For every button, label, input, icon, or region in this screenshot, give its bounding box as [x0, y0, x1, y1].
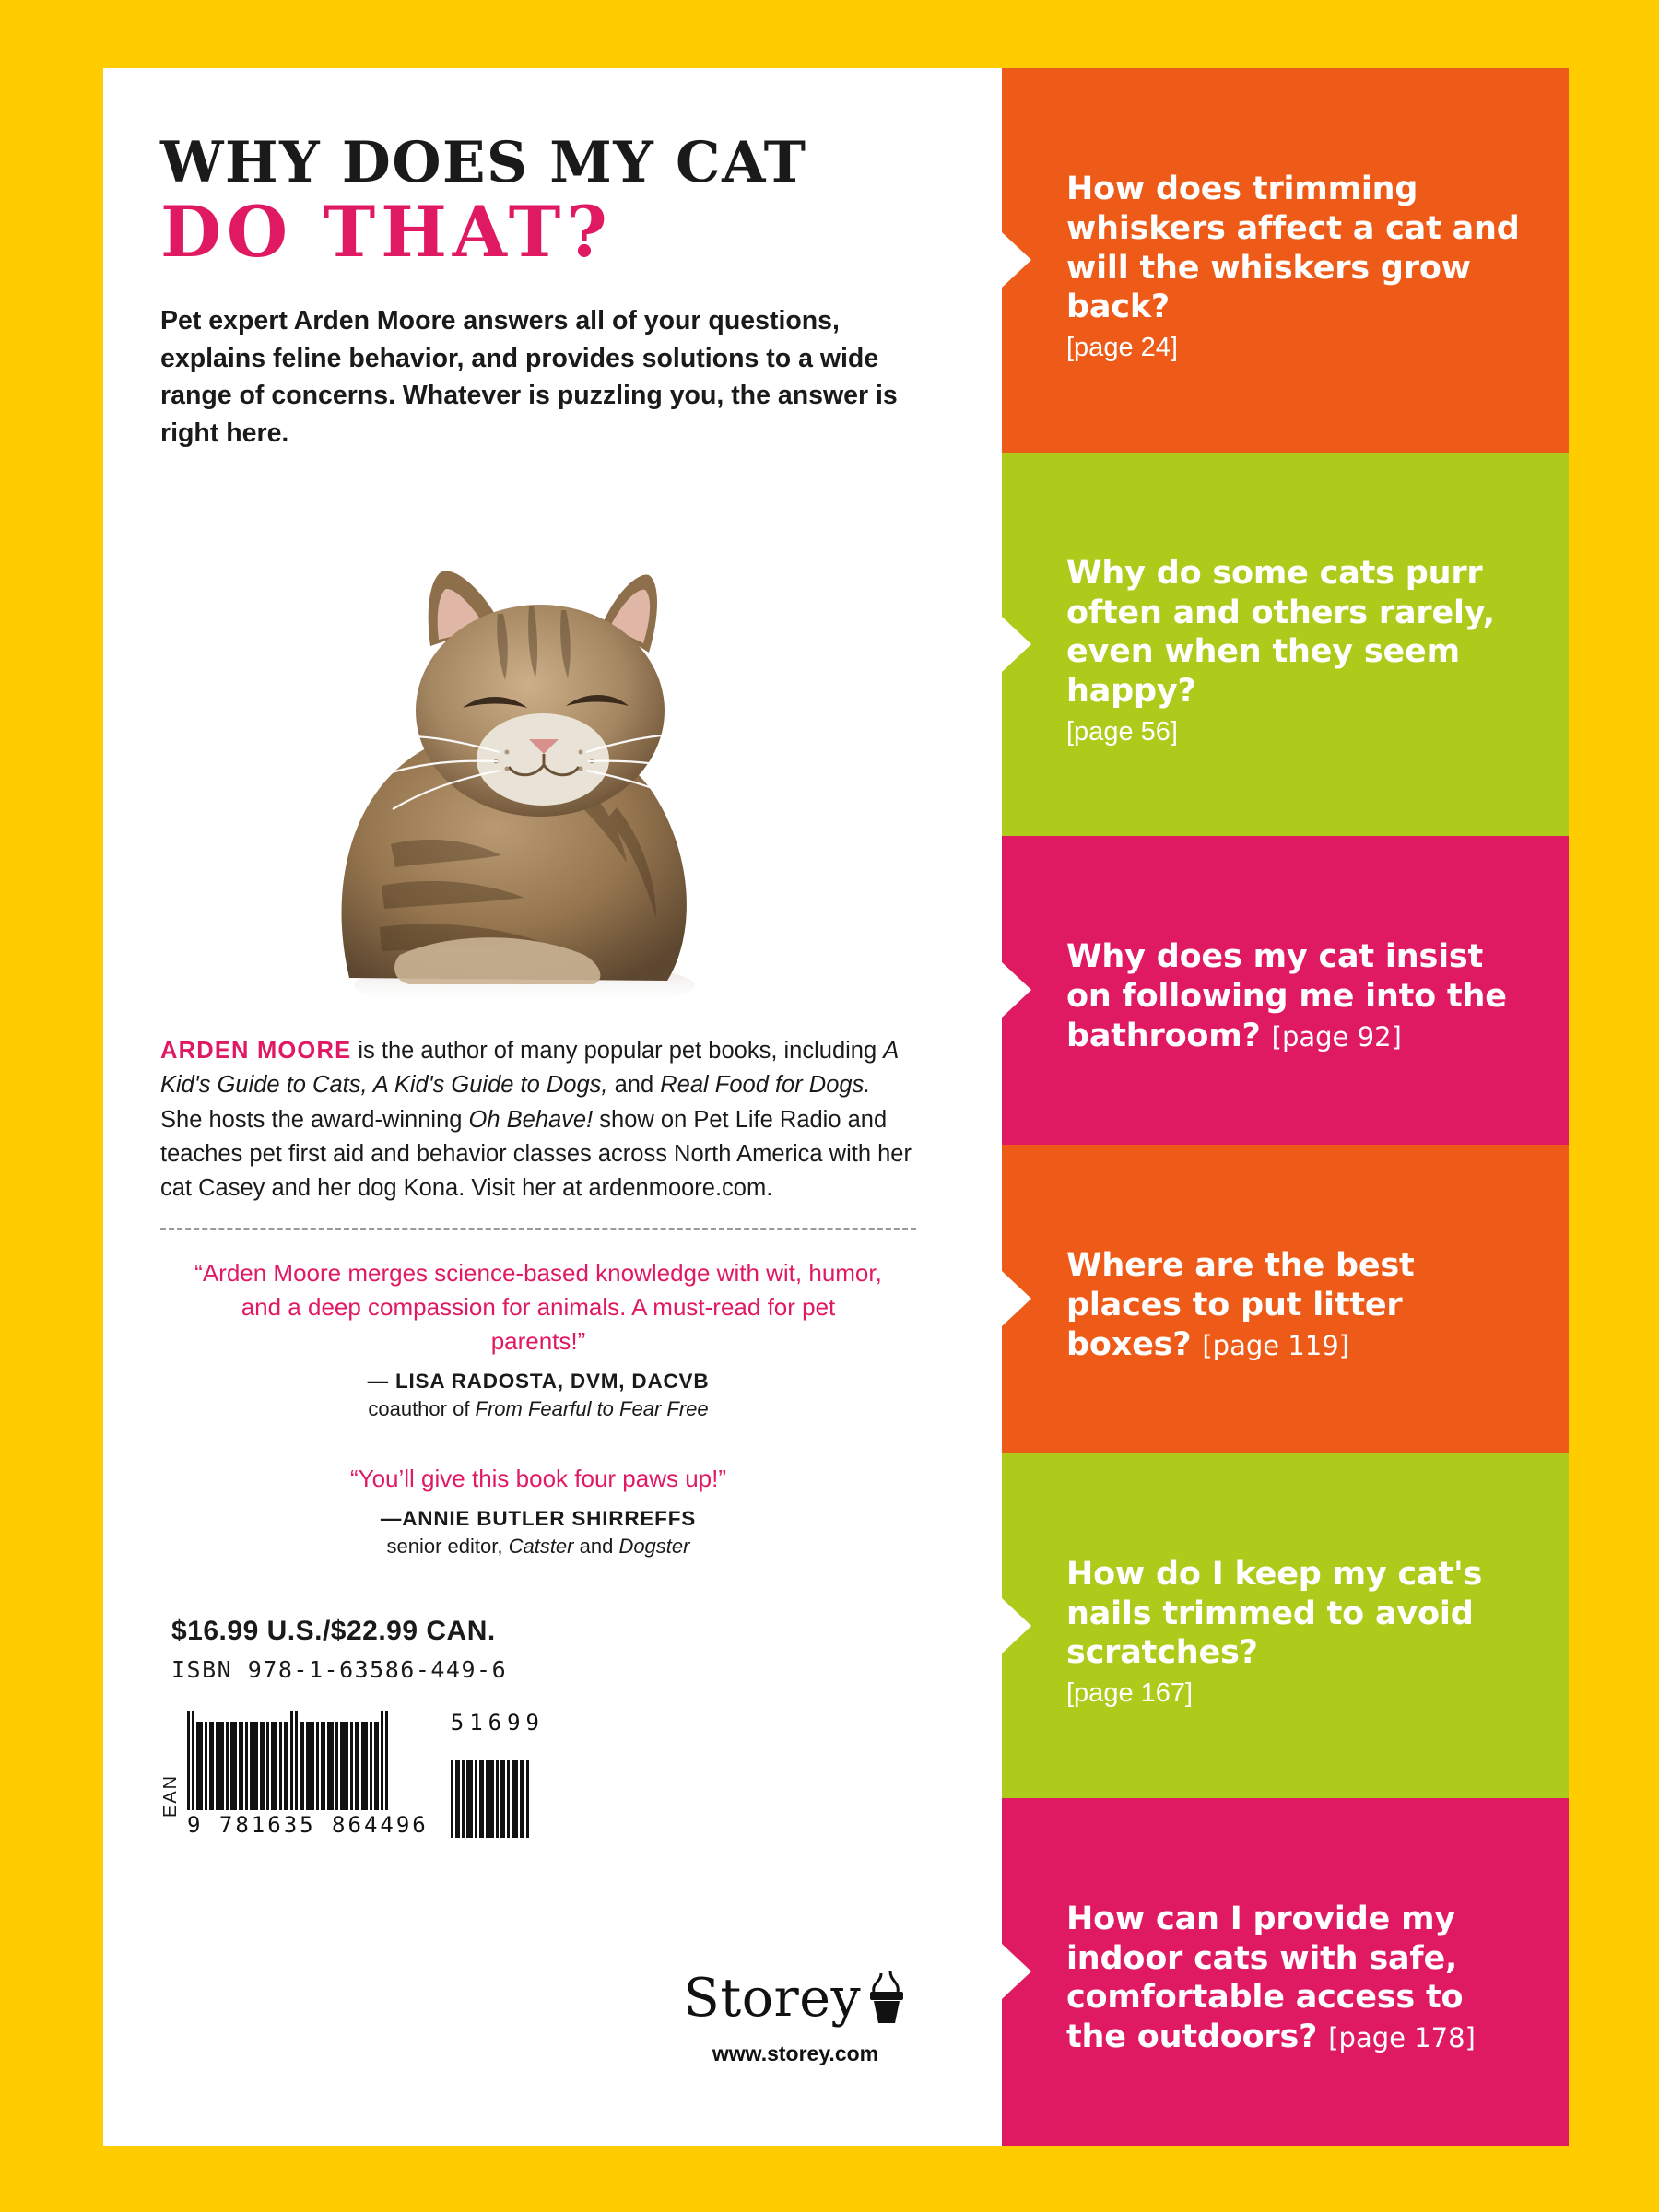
blurb-text: Pet expert Arden Moore answers all of your questions, explains feline behavior, and provides solutions to a wide range of concerns. Whatever is puzzling you, the answer is right here. [160, 306, 898, 448]
arrow-marker-2 [1002, 617, 1031, 672]
question-text-2 [1066, 554, 1532, 712]
quote-sub-italic-1: From Fearful to Fear Free [475, 1396, 709, 1420]
question-page-6: [page 178] [1328, 2021, 1476, 2053]
quote-subtitle-2 [160, 1535, 916, 1559]
question-page-4: [page 119] [1202, 1329, 1349, 1361]
question-page-5: [page 167] [1066, 1678, 1194, 1709]
quote-attribution-2: —ANNIE BUTLER SHIRREFFS [380, 1506, 697, 1530]
question-text-4 [1066, 1246, 1532, 1364]
author-bio [160, 1034, 916, 1206]
question-label-3: Why does my cat insist on following me into the bathroom? [1066, 938, 1507, 1054]
question-label-1: How does trimming whiskers affect a cat and will the whiskers grow back? [1066, 171, 1520, 326]
quote-block-2 [160, 1462, 916, 1559]
question-page-2: [page 56] [1066, 716, 1178, 747]
quote-subtitle-1 [160, 1397, 916, 1421]
cat-illustration [262, 476, 778, 1029]
bio-text-1: is the author of many popular pet books, including [351, 1038, 884, 1065]
publisher-website: www.storey.com [712, 2041, 879, 2065]
question-text-5 [1066, 1555, 1532, 1673]
arrow-marker-1 [1002, 232, 1031, 288]
question-text-3 [1066, 937, 1532, 1055]
quote-sub-italic-2b: Dogster [618, 1534, 690, 1558]
divider [160, 1228, 916, 1230]
question-panel-2[interactable] [1002, 453, 1569, 837]
question-label-6: How can I provide my indoor cats with safe, comfortable access to the outdoors? [1066, 1900, 1464, 2055]
barcode-bars [187, 1711, 429, 1810]
questions-column [1002, 68, 1569, 2146]
question-label-2: Why do some cats purr often and others rarely, even when they seem happy? [1066, 554, 1495, 710]
arrow-marker-5 [1002, 1598, 1031, 1653]
question-text-1 [1066, 170, 1532, 327]
question-panel-3[interactable] [1002, 836, 1569, 1145]
arrow-marker-4 [1002, 1271, 1031, 1326]
publisher-block [657, 1967, 934, 2066]
barcode-digits: 9 781635 864496 [187, 1811, 429, 1838]
arrow-marker-3 [1002, 962, 1031, 1018]
barcode-main [187, 1711, 429, 1838]
barcode-addon-bars [451, 1738, 545, 1838]
question-panel-4[interactable] [1002, 1145, 1569, 1453]
question-panel-1[interactable] [1002, 68, 1569, 453]
arrow-marker-6 [1002, 1944, 1031, 1999]
bio-text-2: and [607, 1072, 661, 1099]
question-page-1: [page 24] [1066, 333, 1178, 363]
quote-text-1: “Arden Moore merges science-based knowledge with wit, humor, and a deep compassion for animals. A must-read for pet parents!” [194, 1259, 882, 1355]
quote-sub-prefix-2: senior editor, [386, 1534, 509, 1558]
page-title-line2: DO THAT? [160, 191, 613, 274]
question-label-5: How do I keep my cat's nails trimmed to avoid scratches? [1066, 1556, 1483, 1672]
quote-block-1 [160, 1256, 916, 1421]
publisher-logo-row [657, 1967, 934, 2029]
ean-label: EAN [160, 1773, 181, 1818]
question-label-4: Where are the best places to put litter boxes? [1066, 1247, 1415, 1363]
bio-italic-2: Real Food for Dogs. [660, 1072, 871, 1099]
question-panel-5[interactable] [1002, 1453, 1569, 1798]
bio-italic-3: Oh Behave! [468, 1106, 594, 1133]
barcode-addon-digits: 51699 [450, 1709, 545, 1735]
cat-photo [160, 476, 945, 1029]
bio-italic-1: A Kid's Guide to Cats, A Kid's Guide to Dogs, [160, 1038, 899, 1099]
question-panel-6[interactable] [1002, 1798, 1569, 2147]
barcode-addon [451, 1710, 545, 1838]
storey-pot-icon [866, 1970, 907, 2027]
question-text-6 [1066, 1900, 1532, 2057]
bio-text-3: She hosts the award-winning [160, 1106, 469, 1133]
left-column [103, 68, 1002, 2146]
quote-attribution-1: — LISA RADOSTA, DVM, DACVB [367, 1369, 710, 1393]
publisher-name: Storey [683, 1967, 862, 2029]
quote-sub-prefix-1: coauthor of [368, 1396, 476, 1420]
author-name: ARDEN MOORE [160, 1038, 352, 1065]
quotes-section [160, 1256, 916, 1559]
question-page-3: [page 92] [1271, 1020, 1402, 1053]
quote-sub-italic-2a: Catster [508, 1534, 574, 1558]
cover-content [103, 68, 1569, 2146]
isbn-text: ISBN 978-1-63586-449-6 [171, 1655, 508, 1683]
barcode-area [160, 1700, 945, 1838]
quote-text-2: “You’ll give this book four paws up!” [349, 1464, 727, 1492]
page-title-line1: WHY DOES MY CAT [160, 130, 807, 195]
price-text: $16.99 U.S./$22.99 CAN. [171, 1615, 496, 1646]
quote-sub-mid-2: and [573, 1534, 619, 1558]
bio-text-4: show on Pet Life Radio and teaches pet first aid and behavior classes across North America with her cat Casey and her dog Kona. Visit her at ardenmoore.com. [160, 1106, 912, 1201]
